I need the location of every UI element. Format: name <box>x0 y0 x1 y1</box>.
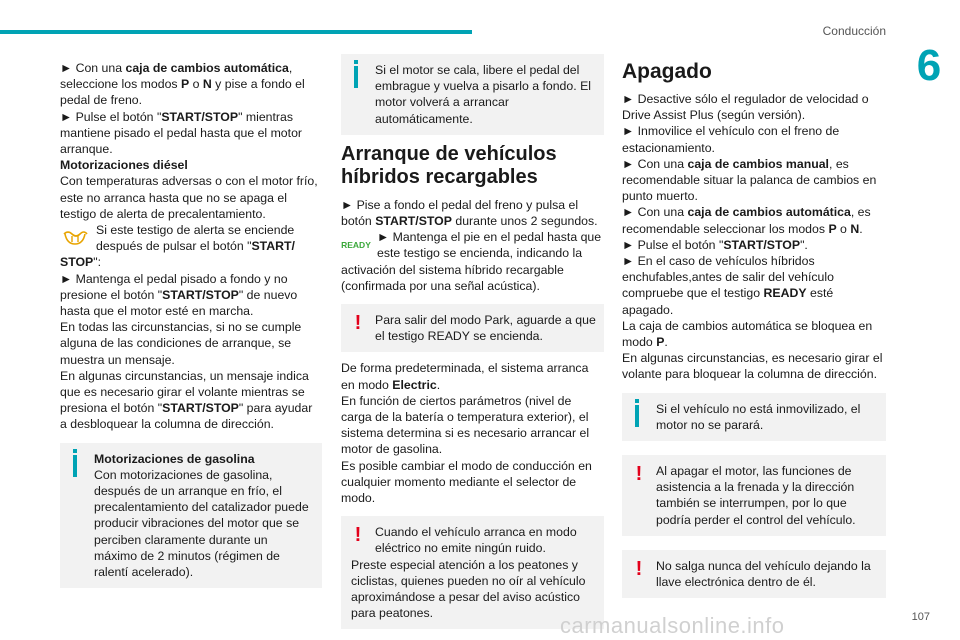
info-box-immobilize <box>622 393 886 441</box>
ready-lamp-paragraph: READY ► Mantenga el pie en el pedal hasta que este testigo se encienda, indicando la activación del sistema híbrido recargable (confirmada por una señal acústica). <box>341 230 602 293</box>
chapter-number: 6 <box>916 41 942 90</box>
paragraph: ► Pulse el botón "START/STOP". <box>622 237 808 252</box>
watermark: carmanualsonline.info <box>560 613 785 638</box>
warning-icon: ! <box>354 524 362 547</box>
info-text: Si el vehículo no está inmovilizado, el motor no se parará. <box>656 401 861 432</box>
warning-box-park <box>341 304 604 352</box>
page-number: 107 <box>911 611 930 623</box>
warning-text: Preste especial atención a los peatones y ciclistas, quienes pueden no oír al vehículo aproximándose a pesar del aviso acústico para peatones. <box>351 557 586 621</box>
warning-icon: ! <box>635 557 643 580</box>
preheat-lamp-paragraph: Si este testigo de alerta se enciende después de pulsar el botón "START/ STOP": <box>60 223 295 270</box>
info-icon <box>354 60 358 64</box>
info-heading: Motorizaciones de gasolina <box>94 451 255 466</box>
section-heading-shutdown: Apagado <box>622 60 712 83</box>
info-text: Con motorizaciones de gasolina, después de un arranque en frío, el precalentamiento del catalizador puede producir vibraciones del motor que se perciben claramente durante un máximo de 2 minutos (régimen de ralentí acelerado). <box>94 467 309 580</box>
column-1 <box>60 60 322 596</box>
paragraph: ► Con una caja de cambios automática, es recomendable seleccionar los modos P o N. <box>622 205 871 236</box>
header-accent-bar <box>0 30 472 34</box>
column-3 <box>622 60 886 606</box>
info-icon <box>73 449 77 453</box>
section-heading-hybrid: Arranque de vehículos híbridos recargables <box>341 142 557 188</box>
paragraph: En función de ciertos parámetros (nivel de carga de la batería o temperatura exterior), el sistema determina si es necesario arrancar el motor de gasolina. <box>341 393 590 457</box>
paragraph: ► Inmovilice el vehículo con el freno de estacionamiento. <box>622 124 840 155</box>
paragraph: Con temperaturas adversas o con el motor frío, este no arranca hasta que no se apaga el testigo de alerta de precalentamiento. <box>60 174 318 221</box>
ready-indicator-icon <box>341 229 371 259</box>
warning-icon: ! <box>635 463 643 486</box>
paragraph: ► Con una caja de cambios manual, es recomendable situar la palanca de cambios en punto muerto. <box>622 156 877 204</box>
paragraph: En algunas circunstancias, es necesario girar el volante para bloquear la columna de dirección. <box>622 351 883 382</box>
paragraph: ► Con una caja de cambios automática, seleccione los modos P o N y pise a fondo el pedal de freno. <box>60 61 305 108</box>
info-text: Si el motor se cala, libere el pedal del embrague y vuelva a pisarlo a fondo. El motor volverá a arrancar automáticamente. <box>375 63 592 126</box>
paragraph: De forma predeterminada, el sistema arranca en modo Electric. <box>341 361 589 392</box>
paragraph: ► Mantenga el pedal pisado a fondo y no presione el botón "START/STOP" de nuevo hasta que el motor esté en marcha. <box>60 271 298 319</box>
info-icon <box>635 399 639 403</box>
paragraph: La caja de cambios automática se bloquea en modo P. <box>622 318 873 350</box>
column-2 <box>341 60 604 637</box>
info-box-stall <box>341 54 604 135</box>
warning-box-assist <box>622 455 886 536</box>
ready-icon-text: READY <box>341 240 371 251</box>
paragraph: Es posible cambiar el modo de conducción en cualquier momento mediante el selector de modo. <box>341 458 592 506</box>
warning-text: Para salir del modo Park, aguarde a que el testigo READY se encienda. <box>375 313 596 344</box>
paragraph: ► En el caso de vehículos híbridos enchufables,antes de salir del vehículo compruebe que el testigo READY esté apagado. <box>622 254 834 317</box>
paragraph: En todas las circunstancias, si no se cumple alguna de las condiciones de arranque, se muestra un mensaje. <box>60 320 302 367</box>
info-box-gasoline <box>60 443 322 589</box>
paragraph: ► Pulse el botón "START/STOP" mientras mantiene pisado el pedal hasta que el motor arranque. <box>60 109 302 157</box>
warning-text: No salga nunca del vehículo dejando la llave electrónica dentro de él. <box>656 558 871 590</box>
preheat-warning-icon <box>60 222 90 252</box>
warning-text: Al apagar el motor, las funciones de asistencia a la frenada y la dirección también se interrumpen, por lo que podría perder el control del vehículo. <box>656 464 856 527</box>
section-title: Conducción <box>822 24 886 38</box>
paragraph: ► Pise a fondo el pedal del freno y pulsa el botón START/STOP durante unos 2 segundos. <box>341 197 598 229</box>
paragraph: ► Desactive sólo el regulador de velocidad o Drive Assist Plus (según versión). <box>622 92 869 123</box>
subheading-diesel: Motorizaciones diésel <box>60 158 188 173</box>
warning-text: Cuando el vehículo arranca en modo eléctrico no emite ningún ruido. <box>375 525 577 556</box>
warning-box-key <box>622 550 886 598</box>
warning-icon: ! <box>354 312 362 335</box>
paragraph: En algunas circunstancias, un mensaje indica que es necesario girar el volante mientras se presiona el botón "START/STOP" para ayudar a desbloquear la columna de dirección. <box>60 368 313 432</box>
